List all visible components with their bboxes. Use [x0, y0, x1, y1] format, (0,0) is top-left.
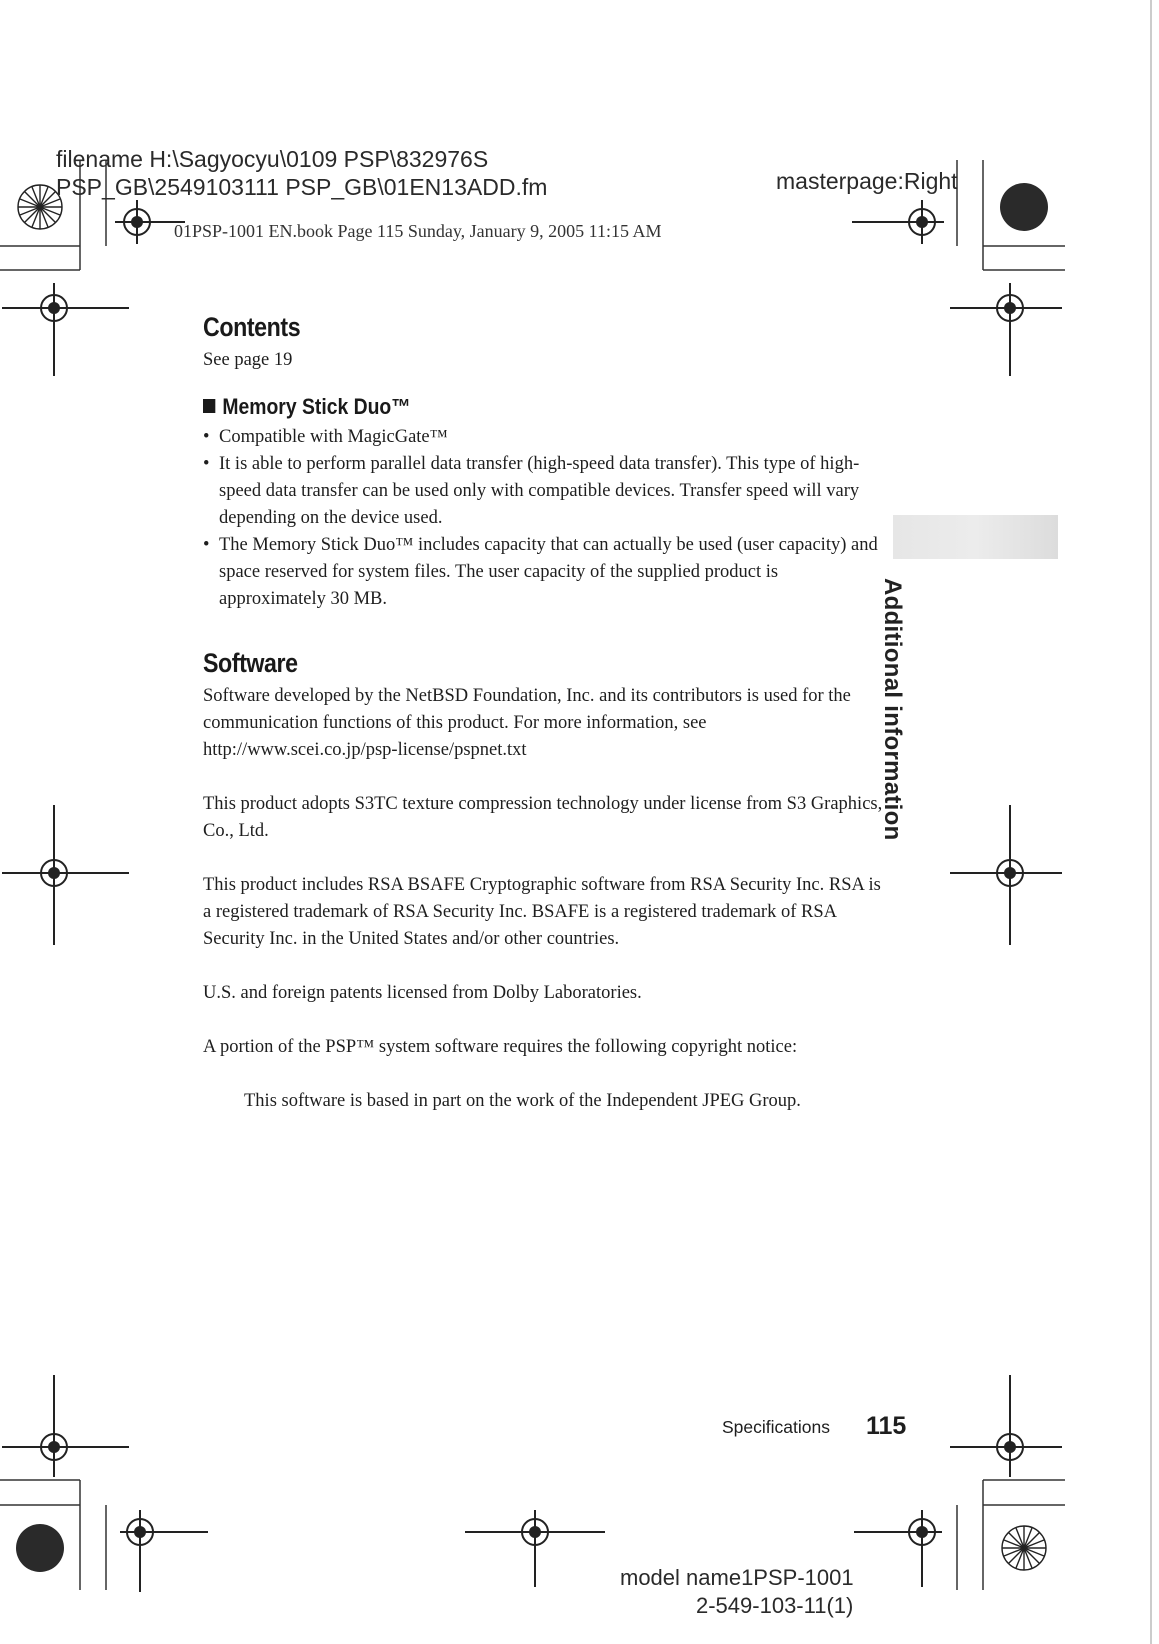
square-bullet-icon	[203, 399, 215, 413]
filename-line-2: PSP_GB\2549103111 PSP_GB\01EN13ADD.fm	[56, 174, 548, 200]
bullet-item: • It is able to perform parallel data transfer (high-speed data transfer). This type of high-speed data transfer can be used only with compatible devices. Transfer speed will vary depending on the device used.	[203, 451, 883, 532]
model-info	[620, 1564, 854, 1620]
memory-stick-bullets	[203, 424, 883, 613]
software-paragraph: This product includes RSA BSAFE Cryptographic software from RSA Security Inc. RSA is a registered trademark of RSA Security Inc. BSAFE is a registered trademark of RSA Security Inc. in the United States and/or other countries.	[203, 875, 881, 949]
software-paragraph: Software developed by the NetBSD Foundation, Inc. and its contributors is used for the communication functions of this product. For more information, see http://www.scei.co.jp/psp-license/pspnet.txt	[203, 686, 851, 760]
software-paragraph: U.S. and foreign patents licensed from Dolby Laboratories.	[203, 983, 642, 1003]
contents-heading: Contents	[203, 312, 301, 342]
bullet-item: • The Memory Stick Duo™ includes capacity that can actually be used (user capacity) and space reserved for system files. The user capacity of the supplied product is approximately 30 MB.	[203, 532, 883, 613]
masterpage-label: masterpage:Right	[776, 168, 958, 194]
model-line-1: model name1PSP-1001	[620, 1565, 854, 1590]
software-heading: Software	[203, 648, 298, 678]
bullet-item: • Compatible with MagicGate™	[203, 424, 883, 451]
page-content	[203, 312, 883, 1115]
footer-section-name: Specifications	[722, 1417, 830, 1437]
side-tab-label: Additional information	[879, 578, 906, 841]
memory-stick-heading-text: Memory Stick Duo™	[222, 394, 411, 419]
side-tab-block	[893, 515, 1058, 559]
jpeg-notice: This software is based in part on the work of the Independent JPEG Group.	[244, 1091, 801, 1111]
memory-stick-heading	[203, 394, 801, 420]
book-info-line: 01PSP-1001 EN.book Page 115 Sunday, January 9, 2005 11:15 AM	[174, 221, 662, 241]
filename-line-1: filename H:\Sagyocyu\0109 PSP\832976S	[56, 146, 489, 172]
software-paragraph: This product adopts S3TC texture compression technology under license from S3 Graphics, Co., Ltd.	[203, 794, 883, 841]
software-paragraph: A portion of the PSP™ system software requires the following copyright notice:	[203, 1037, 798, 1057]
contents-text: See page 19	[203, 350, 293, 370]
model-line-2: 2-549-103-11(1)	[696, 1593, 854, 1618]
page-number: 115	[866, 1412, 907, 1440]
